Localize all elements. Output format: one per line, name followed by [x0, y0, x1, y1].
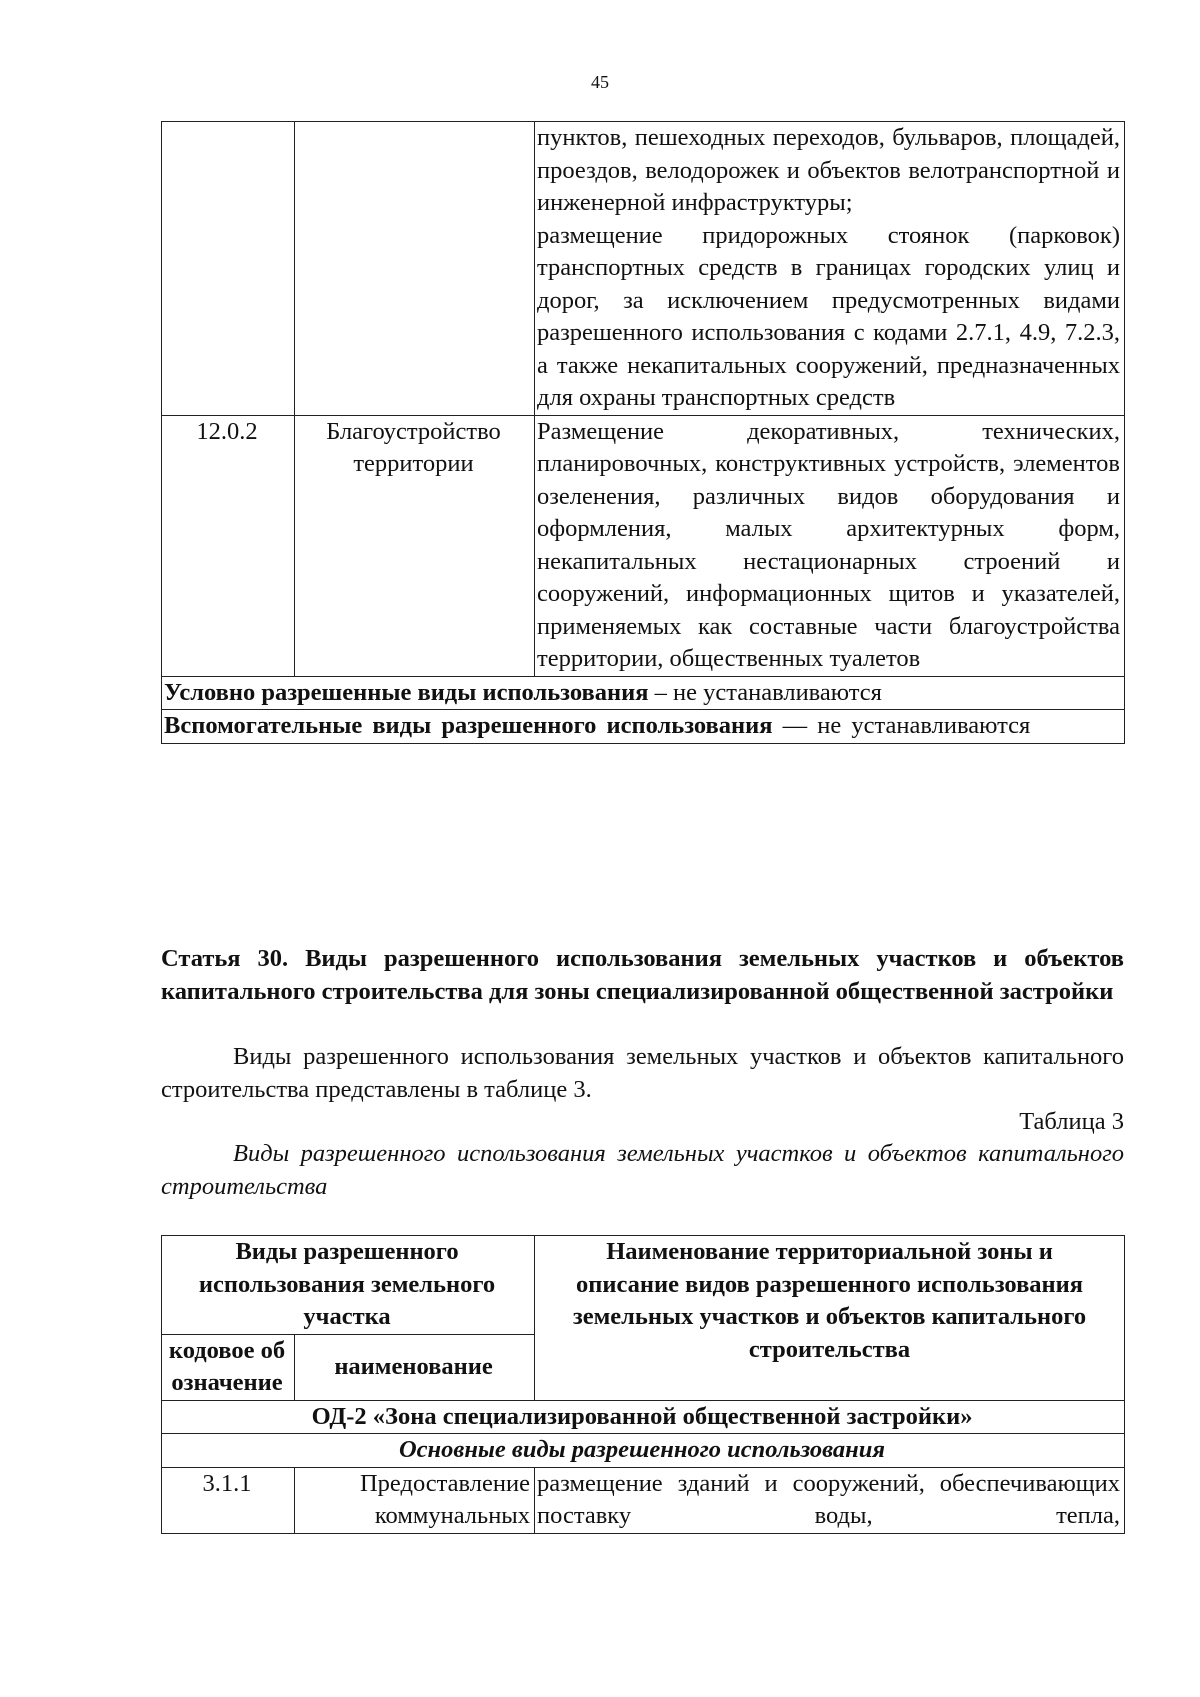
section-title-cell: Основные виды разрешенного использования	[162, 1434, 1125, 1468]
header-code-cell: кодовое обозначение	[162, 1334, 295, 1400]
table-caption: Виды разрешенного использования земельных участков и объектов капитального строительства	[161, 1140, 1124, 1200]
description-cell: Размещение декоративных, технических, планировочных, конструктивных устройств, элементов озеленения, различных видов оборудования и оформления, малых архитектурных форм, некапитальных нестационарных строений и сооружений, информационных щитов и указателей, применяемых как составные части благоустройства территории, общественных туалетов	[535, 415, 1125, 676]
name-cell: Благоустройство территории	[295, 415, 535, 676]
conditional-uses-label: Условно разрешенные виды использования	[164, 678, 649, 706]
table-row	[162, 122, 1125, 416]
code-cell	[162, 122, 295, 416]
conditional-uses-row	[162, 676, 1125, 710]
name-cell: Предоставление коммунальных	[295, 1467, 535, 1533]
zone-title-row	[162, 1400, 1125, 1434]
conditional-uses-value: – не устанавливаются	[648, 678, 882, 706]
conditional-uses-cell	[162, 676, 1125, 710]
auxiliary-uses-cell	[162, 710, 1125, 744]
section-title-row	[162, 1434, 1125, 1468]
header-description-cell: Наименование территориальной зоны и описание видов разрешенного использования земельных участков и объектов капитального строительства	[535, 1236, 1125, 1401]
auxiliary-uses-value: — не устанавливаются	[772, 712, 1031, 739]
description-cell	[535, 122, 1125, 416]
code-cell: 12.0.2	[162, 415, 295, 676]
table-row	[162, 1467, 1125, 1533]
land-use-table-continued	[161, 121, 1125, 744]
description-paragraph: размещение придорожных стоянок (парковок) транспортных средств в границах городских улиц и дорог, за исключением предусмотренных видами разрешенного использования с кодами 2.7.1, 4.9, 7.2.3, а также некапитальных сооружений, предназначенных для охраны транспортных средств	[537, 221, 1120, 411]
table-label: Таблица 3	[1019, 1108, 1124, 1135]
zone-title-cell: ОД-2 «Зона специализированной общественной застройки»	[162, 1400, 1125, 1434]
auxiliary-uses-row	[162, 710, 1125, 744]
header-name-cell: наименование	[295, 1334, 535, 1400]
land-use-table-3	[161, 1235, 1125, 1534]
header-group-cell: Виды разрешенного использования земельного участка	[162, 1236, 535, 1335]
auxiliary-uses-label: Вспомогательные виды разрешенного использования	[164, 712, 773, 739]
page-number: 45	[591, 72, 609, 92]
intro-paragraph: Виды разрешенного использования земельных участков и объектов капитального строительства представлены в таблице 3.	[161, 1043, 1124, 1103]
table-header-row	[162, 1236, 1125, 1335]
description-paragraph: пунктов, пешеходных переходов, бульваров, площадей, проездов, велодорожек и объектов велотранспортной и инженерной инфраструктуры;	[537, 124, 1120, 216]
description-cell: размещение зданий и сооружений, обеспечивающих поставку воды, тепла,	[535, 1467, 1125, 1533]
article-heading: Статья 30. Виды разрешенного использования земельных участков и объектов капитального строительства для зоны специализированной общественной застройки	[161, 945, 1124, 1005]
code-cell: 3.1.1	[162, 1467, 295, 1533]
name-cell	[295, 122, 535, 416]
table-row	[162, 415, 1125, 676]
